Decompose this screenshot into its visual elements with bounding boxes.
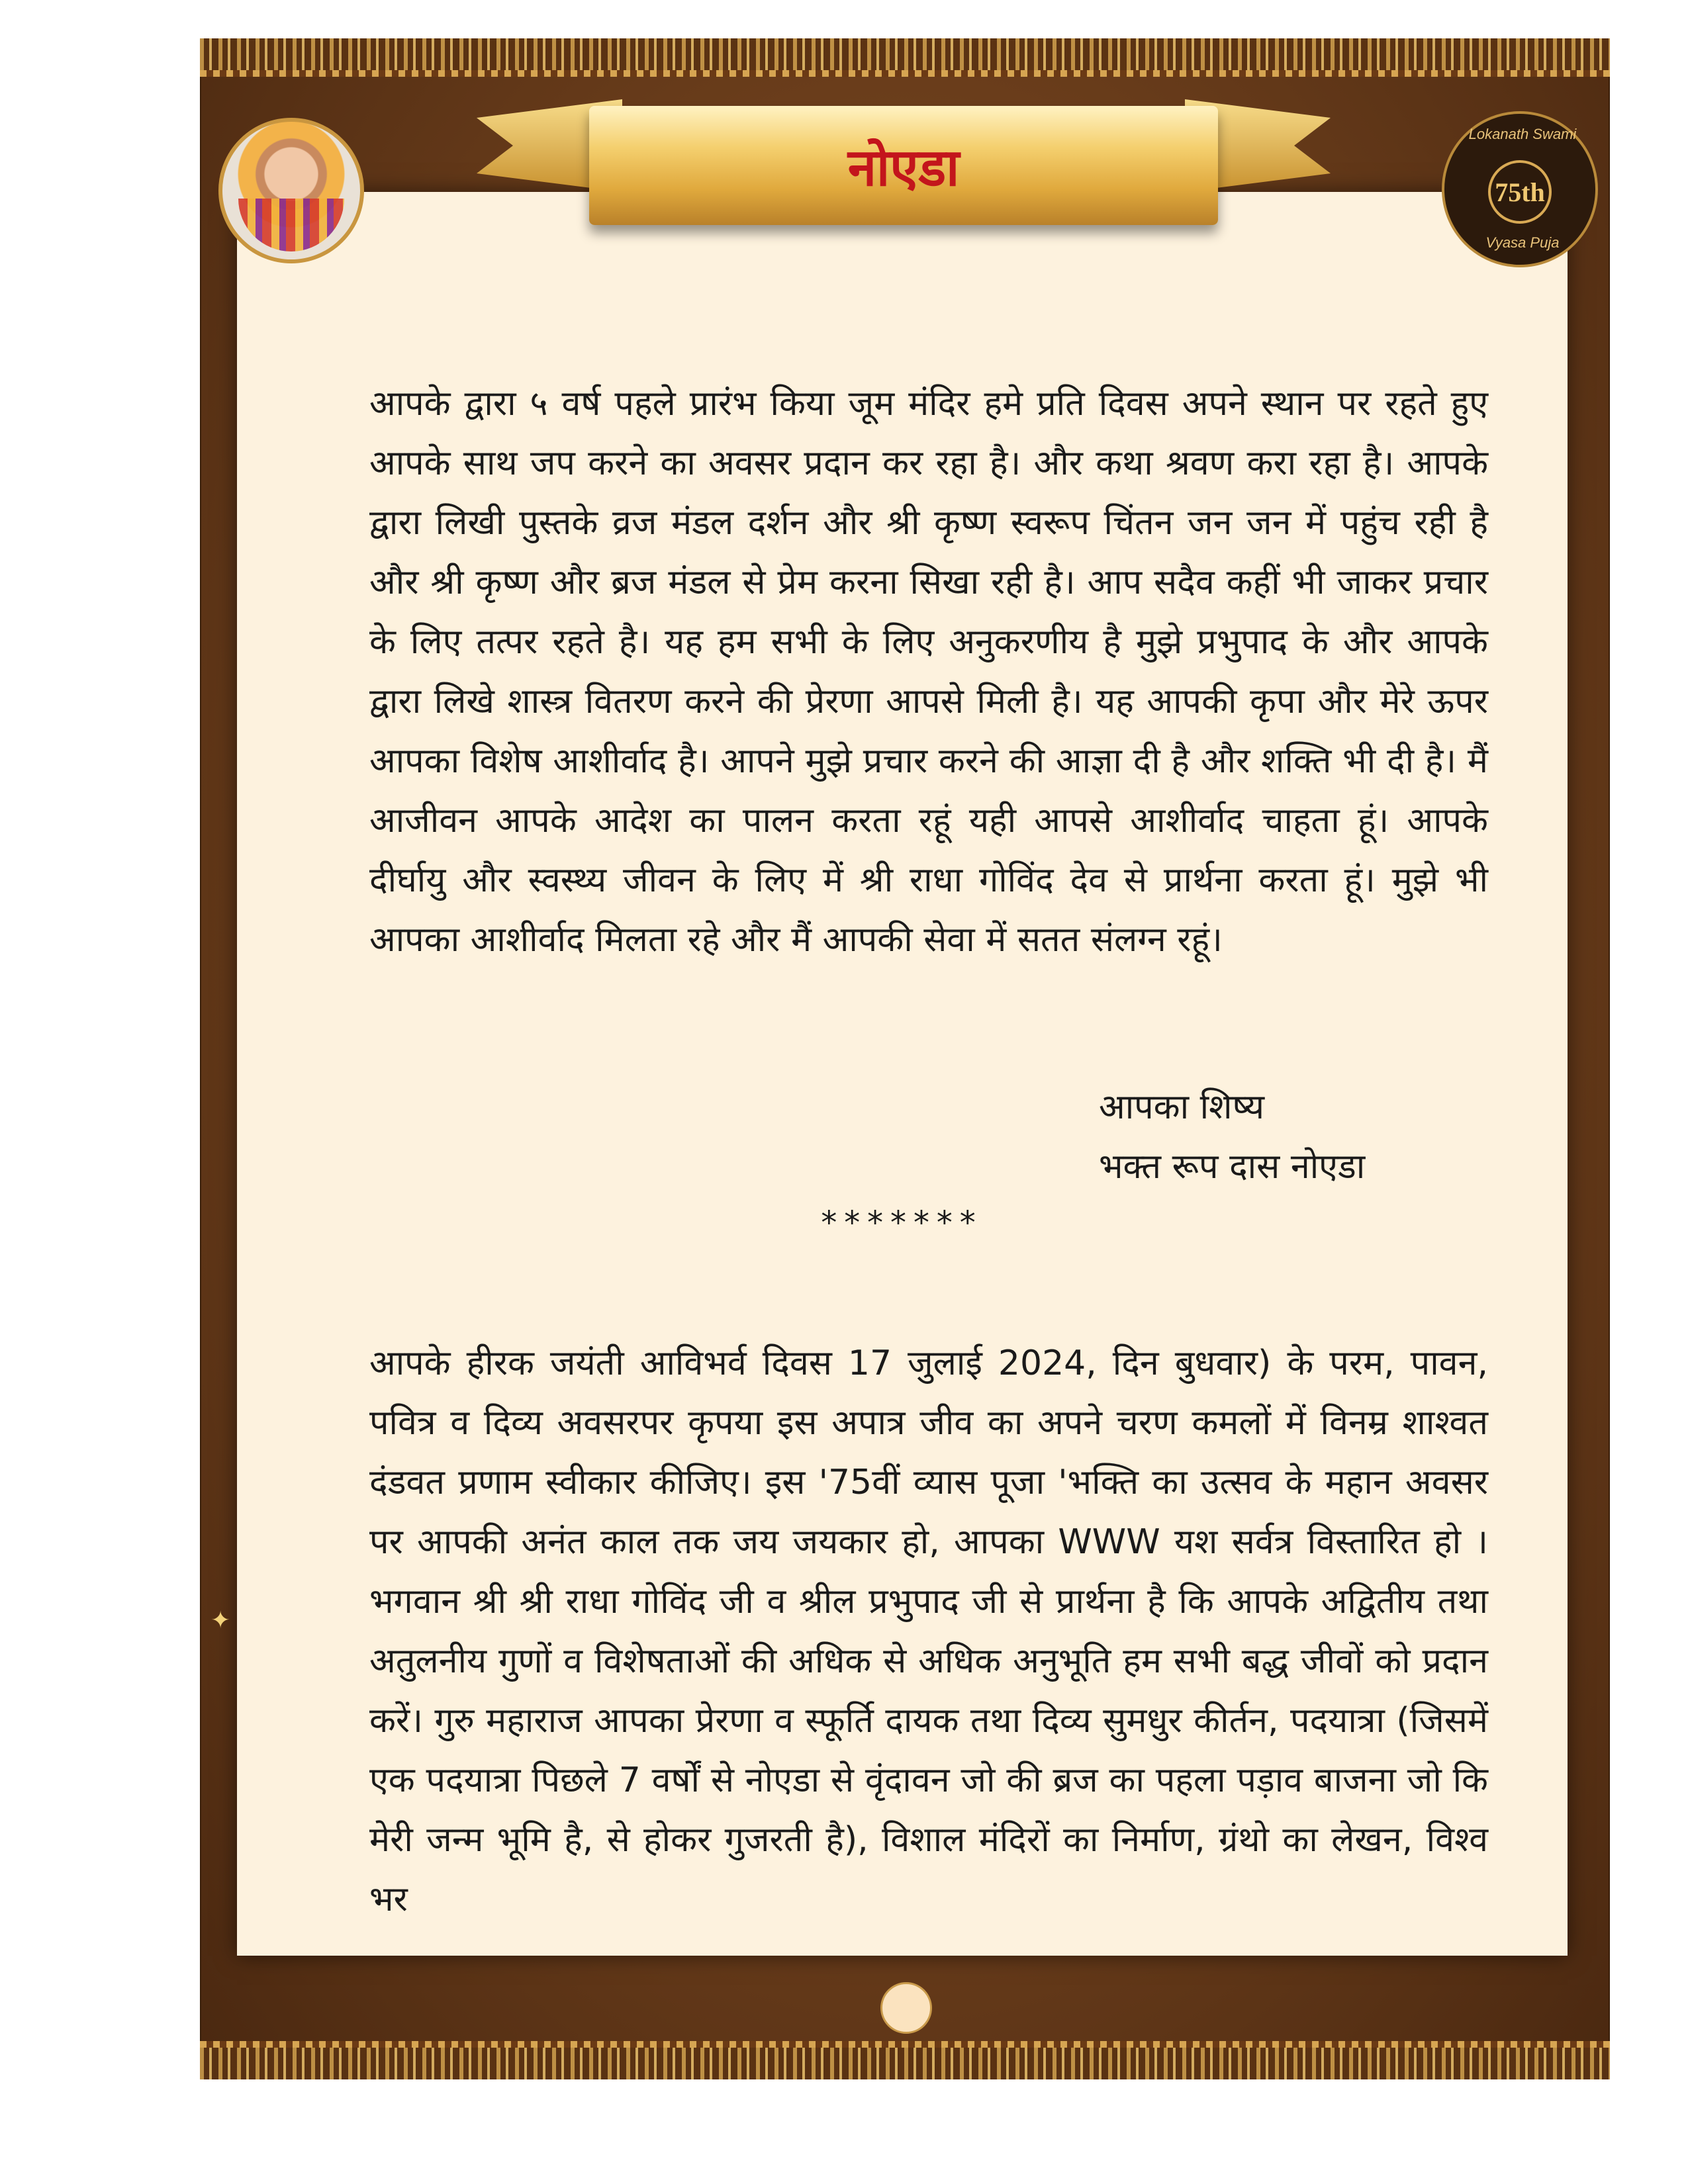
title-ribbon [589,106,1218,225]
page-title: नोएडा [847,138,960,198]
bottom-inner-border [200,2041,1610,2048]
bottom-border-pattern [200,2048,1610,2079]
top-inner-border [200,70,1610,77]
sparkle-icon: ✦ [211,1607,231,1634]
signature-line-1: आपका शिष्य [1099,1087,1265,1127]
section-separator: ******* [819,1205,982,1242]
letter-2-body: आपके हीरक जयंती आविभर्व दिवस 17 जुलाई 2024, दिन बुधवार) के परम, पावन, पवित्र व दिव्य अवसरपर कृपया इस अपात्र जीव का अपने चरण कमलों में विनम्र शाश्वत दंडवत प्रणाम स्वीकार कीजिए। इस '75वीं व्यास पूजा 'भक्ति का उत्सव के महान अवसर पर आपकी अनंत काल तक जय जयकार हो, आपका WWW यश सर्वत्र विस्तारित हो । भगवान श्री श्री राधा गोविंद जी व श्रील प्रभुपाद जी से प्रार्थना है कि आपके अद्वितीय तथा अतुलनीय गुणों व विशेषताओं की अधिक से अधिक अनुभूति हम सभी बद्ध जीवों को प्रदान करें। गुरु महाराज आपका प्रेरणा व स्फूर्ति दायक तथा दिव्य सुमधुर कीर्तन, पदयात्रा (जिसमें एक पदयात्रा पिछले 7 वर्षों से नोएडा से वृंदावन जो की ब्रज का पहला पड़ाव बाजना जो कि मेरी जन्म भूमि है, से होकर गुजरती है), विशाल मंदिरों का निर्माण, ग्रंथो का लेखन, विश्व भर [369,1343,1488,1919]
logo-text-top: Lokanath Swami [1468,126,1577,142]
logo-text-bottom: Vyasa Puja [1485,234,1560,251]
signature-line-2: भक्त रूप दास नोएडा [1099,1147,1366,1187]
top-border-pattern [200,38,1610,70]
page-indicator-dot [880,1982,932,2034]
logo-number: 75th [1488,160,1552,224]
letter-1-body: आपके द्वारा ५ वर्ष पहले प्रारंभ किया जूम मंदिर हमे प्रति दिवस अपने स्थान पर रहते हुए आपके साथ जप करने का अवसर प्रदान कर रहा है। और कथा श्रवण करा रहा है। आपके द्वारा लिखी पुस्तके व्रज मंडल दर्शन और श्री कृष्ण स्वरूप चिंतन जन जन में पहुंच रही है और श्री कृष्ण और ब्रज मंडल से प्रेम करना सिखा रही है। आप सदैव कहीं भी जाकर प्रचार के लिए तत्पर रहते है। यह हम सभी के लिए अनुकरणीय है मुझे प्रभुपाद के और आपके द्वारा लिखे शास्त्र वितरण करने की प्रेरणा आपसे मिली है। यह आपकी कृपा और मेरे ऊपर आपका विशेष आशीर्वाद है। आपने मुझे प्रचार करने की आज्ञा दी है और शक्ति भी दी है। मैं आजीवन आपके आदेश का पालन करता रहूं यही आपसे आशीर्वाद चाहता हूं। आपके दीर्घायु और स्वस्थ्य जीवन के लिए में श्री राधा गोविंद देव से प्रार्थना करता हूं। मुझे भी आपका आशीर्वाद मिलता रहे और मैं आपकी सेवा में सतत संलग्न रहूं। [369,384,1488,960]
